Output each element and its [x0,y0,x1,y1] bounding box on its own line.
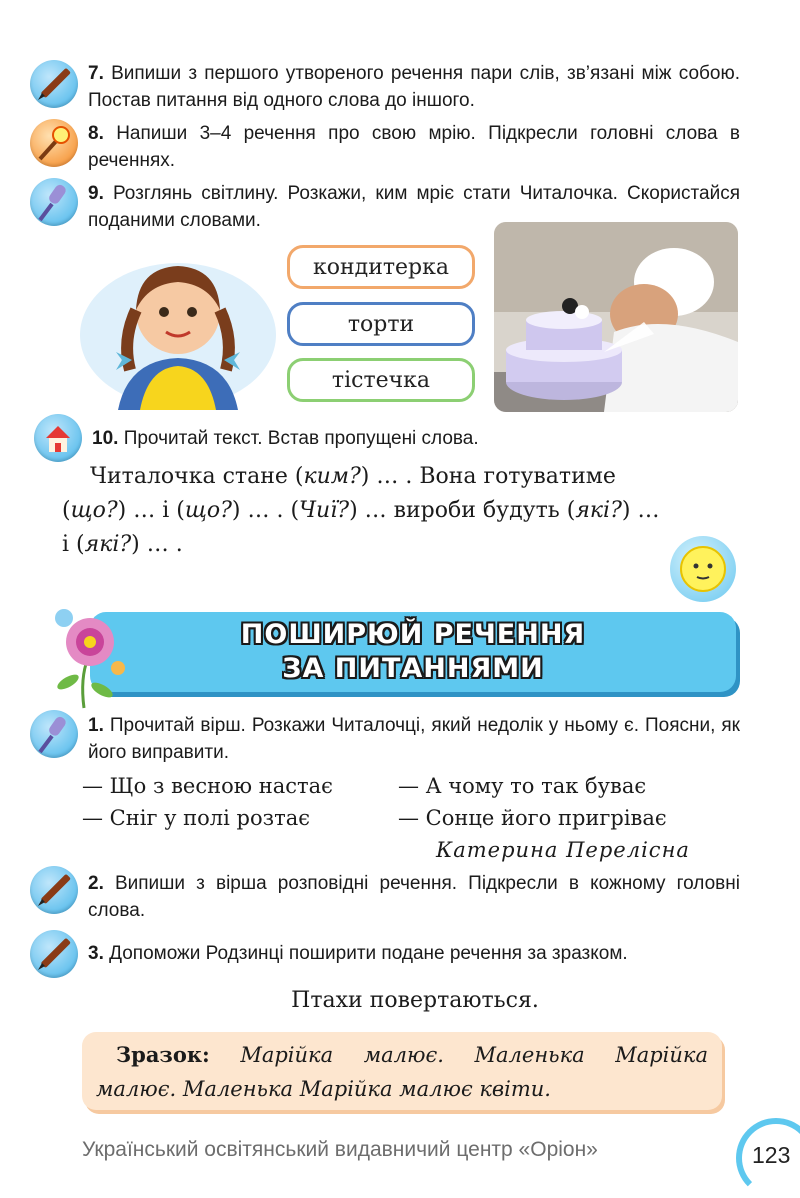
fill-in-text [62,460,742,562]
word-box-pastry-chef: кондитерка [287,245,475,289]
publisher-footer: Український освітянський видавничий центр «Оріон» [82,1138,598,1161]
task-number: 3. [88,943,104,964]
poem-right: — А чому то так буває — Сонце його пригріває [398,774,667,830]
fill-line-1: Читалочка стане (ким?) … . Вона готуватиме [90,464,616,489]
task-text: Допоможи Родзинці поширити подане речення за зразком. [109,943,628,964]
task-10 [92,425,742,452]
word-box-cakes: торти [287,302,475,346]
banner-title: ПОШИРЮЙ РЕЧЕННЯ ЗА ПИТАННЯМИ [240,619,586,684]
page-number: 123 [752,1142,791,1168]
house-icon [34,414,82,462]
sample-text-1: Марійка малює. Маленька Марійка [240,1043,708,1067]
task2-3 [88,940,748,967]
pen-icon [30,930,78,978]
task2-2 [88,870,740,924]
smiley-icon [670,536,736,602]
poem-author: Катерина Перелісна [436,838,690,862]
task-8 [88,120,740,174]
microphone-icon [30,710,78,758]
pen-icon [30,60,78,108]
task-text: Прочитай текст. Встав пропущені слова. [123,428,479,449]
fill-line-3: і (які?) … . [62,532,183,557]
task-text: Прочитай вірш. Розкажи Читалочці, який недолік у ньому є. Поясни, як його виправити. [88,715,740,763]
word-box-pastries: тістечка [287,358,475,402]
task-number: 1. [88,715,104,736]
task-text: Випиши з вірша розповідні речення. Підкресли в кожному головні слова. [88,873,740,921]
task-7 [88,60,740,114]
task-number: 8. [88,123,104,144]
microphone-icon [30,178,78,226]
pen-icon [30,866,78,914]
fill-line-2: (що?) … і (що?) … . (Чиї?) … вироби будуть (які?) … [62,498,660,523]
sample-label: Зразок: [116,1042,210,1067]
task-text: Напиши 3–4 речення про свою мрію. Підкресли головні слова в реченнях. [88,123,741,171]
task-text: Випиши з першого утвореного речення пари слів, зв’язані між собою. Постав питання від одного слова до іншого. [88,63,740,111]
sample-text-2: малює. Маленька Марійка малює квіти. [96,1077,551,1101]
girl-illustration [78,240,278,410]
flower-decoration [44,598,130,710]
section-banner [90,612,736,692]
task-number: 7. [88,63,104,84]
task-number: 2. [88,873,104,894]
poem-left: — Що з весною настає — Сніг у полі розтає [82,774,333,830]
task-text: Розглянь світлину. Розкажи, ким мріє стати Читалочка. Скористайся поданими словами. [88,183,740,231]
sample-box [82,1032,722,1110]
task-number: 9. [88,183,104,204]
task-number: 10. [92,428,119,449]
magic-wand-icon [30,119,78,167]
task2-1 [88,712,740,766]
example-sentence: Птахи повертаються. [291,988,539,1013]
pastry-chef-photo [494,222,738,412]
